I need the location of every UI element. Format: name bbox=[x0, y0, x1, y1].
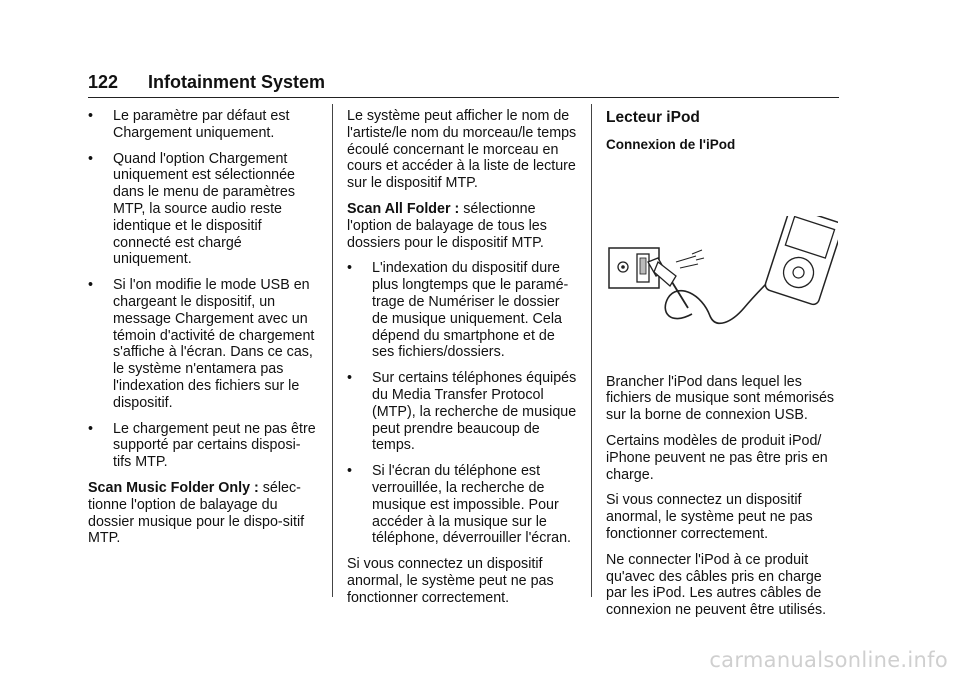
ipod-connection-subheading: Connexion de l'iPod bbox=[606, 136, 736, 152]
bullet-list-charging bbox=[88, 108, 316, 471]
ipod-paragraph: Ne connecter l'iPod à ce produit qu'avec des câbles pris en charge par les iPod. Les autres câbles de connexion ne peuvent être utilisés. bbox=[606, 551, 827, 619]
list-item-text: Le paramètre par défaut est Chargement uniquement. bbox=[113, 108, 290, 141]
list-item bbox=[88, 421, 316, 471]
list-item bbox=[347, 370, 579, 454]
bullet-icon: • bbox=[88, 108, 94, 124]
mtp-intro-paragraph: Le système peut afficher le nom de l'artiste/le nom du morceau/le temps écoulé concernant le morceau en cours et accéder à la liste de lecture sur le dispositif MTP. bbox=[347, 108, 577, 192]
column-1 bbox=[88, 108, 316, 556]
ipod-usb-connection-illustration bbox=[606, 216, 838, 336]
column-divider-1 bbox=[332, 104, 333, 597]
bullet-icon: • bbox=[347, 260, 353, 277]
ipod-device-icon bbox=[764, 216, 838, 306]
scan-music-folder-paragraph bbox=[88, 480, 316, 547]
ipod-paragraph: Si vous connectez un dispositif anormal, le système peut ne pas fonctionner correctement. bbox=[606, 492, 813, 542]
column-3 bbox=[606, 108, 842, 628]
list-item bbox=[347, 463, 579, 547]
ipod-paragraph: Brancher l'iPod dans lequel les fichiers de musique sont mémorisés sur la borne de connexion USB. bbox=[606, 373, 835, 424]
page-header bbox=[88, 68, 839, 98]
list-item-text: Quand l'option Chargement uniquement est sélectionnée dans le menu de paramètres MTP, la source audio reste identique et le dispositif connecté est chargé uniquement. bbox=[113, 150, 296, 268]
list-item-text: Sur certains téléphones équipés du Media Transfer Protocol (MTP), la recherche de musique peut prendre beaucoup de temps. bbox=[372, 370, 577, 454]
list-item bbox=[88, 108, 316, 142]
scan-music-folder-term: Scan Music Folder Only : bbox=[88, 479, 259, 496]
bullet-icon: • bbox=[88, 277, 94, 294]
column-divider-2 bbox=[591, 104, 592, 597]
column-2 bbox=[347, 108, 579, 616]
scan-all-folder-text: sélectionne l'option de balayage de tous les dossiers pour le dispositif MTP. bbox=[347, 200, 547, 251]
scan-all-folder-paragraph bbox=[347, 201, 579, 251]
bullet-icon: • bbox=[88, 420, 94, 437]
bullet-icon: • bbox=[88, 150, 94, 167]
page-number: 122 bbox=[88, 72, 119, 92]
ipod-section-heading: Lecteur iPod bbox=[606, 109, 700, 126]
list-item-text: L'indexation du dispositif dure plus longtemps que le paramé-trage de Numériser le dossier de musique uniquement. Cela dépend du smartphone et de ses fichiers/dossiers. bbox=[372, 260, 569, 361]
section-title: Infotainment System bbox=[148, 72, 326, 92]
bullet-list-indexing bbox=[347, 260, 579, 547]
list-item bbox=[88, 277, 316, 411]
list-item bbox=[347, 260, 579, 361]
site-watermark: carmanualsonline.info bbox=[709, 648, 948, 672]
list-item bbox=[88, 151, 316, 269]
abnormal-device-paragraph: Si vous connectez un dispositif anormal, le système peut ne pas fonctionner correctement. bbox=[347, 556, 554, 606]
list-item-text: Si l'écran du téléphone est verrouillée, la recherche de musique est impossible. Pour accéder à la musique sur le téléphone, déverrouiller l'écran. bbox=[372, 463, 572, 547]
list-item-text: Le chargement peut ne pas être supporté par certains disposi-tifs MTP. bbox=[113, 420, 316, 471]
scan-all-folder-term: Scan All Folder : bbox=[347, 200, 460, 217]
bullet-icon: • bbox=[347, 370, 353, 387]
scan-music-folder-text: sélec-tionne l'option de balayage du dossier musique pour le dispo-sitif MTP. bbox=[88, 479, 305, 547]
list-item-text: Si l'on modifie le mode USB en chargeant le dispositif, un message Chargement avec un témoin d'activité de chargement s'affiche à l'écran. Dans ce cas, le système n'entamera pas l'indexation des fichiers sur le dispositif. bbox=[113, 277, 315, 411]
bullet-icon: • bbox=[347, 463, 353, 480]
ipod-paragraph: Certains modèles de produit iPod/ iPhone peuvent ne pas être pris en charge. bbox=[606, 432, 828, 483]
